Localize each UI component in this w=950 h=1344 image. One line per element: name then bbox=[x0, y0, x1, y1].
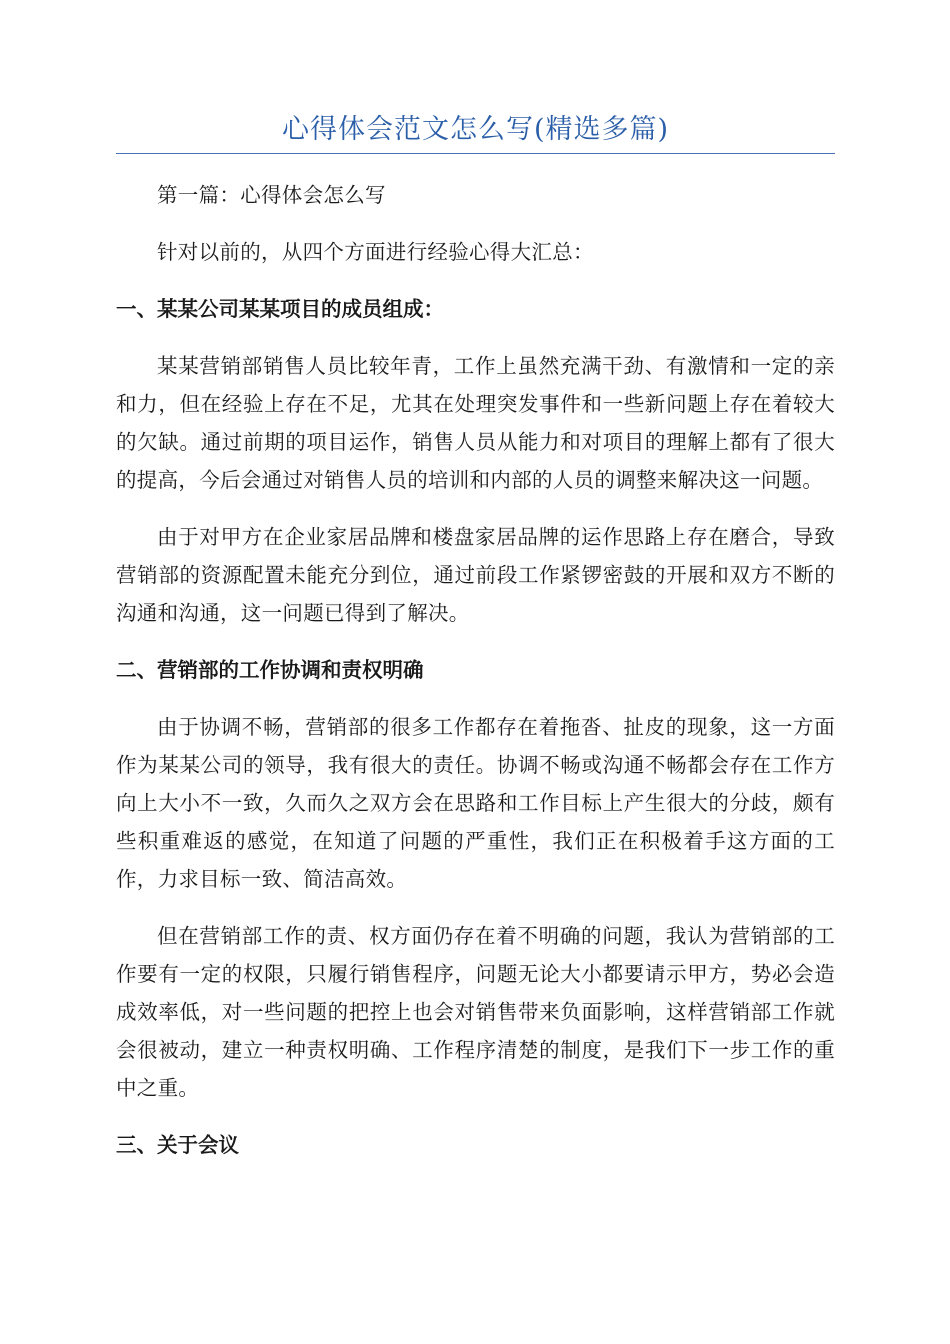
title-underline bbox=[116, 153, 835, 154]
chapter-heading: 第一篇：心得体会怎么写 bbox=[157, 183, 386, 207]
intro-paragraph: 针对以前的，从四个方面进行经验心得大汇总： bbox=[157, 240, 594, 264]
section-heading-2: 二、营销部的工作协调和责权明确 bbox=[116, 658, 424, 682]
section-heading-3: 三、关于会议 bbox=[116, 1133, 239, 1157]
paragraph: 由于对甲方在企业家居品牌和楼盘家居品牌的运作思路上存在磨合，导致营销部的资源配置未能充分到位，通过前段工作紧锣密鼓的开展和双方不断的沟通和沟通，这一问题已得到了解决。 bbox=[116, 525, 835, 625]
paragraph: 由于协调不畅，营销部的很多工作都存在着拖沓、扯皮的现象，这一方面作为某某公司的领导，我有很大的责任。协调不畅或沟通不畅都会存在工作方向上大小不一致，久而久之双方会在思路和工作目标上产生很大的分歧，颇有些积重难返的感觉，在知道了问题的严重性，我们正在积极着手这方面的工作，力求目标一致、简洁高效。 bbox=[116, 715, 835, 891]
document-title: 心得体会范文怎么写(精选多篇) bbox=[281, 114, 670, 145]
section-heading-1: 一、某某公司某某项目的成员组成： bbox=[116, 297, 444, 321]
paragraph: 但在营销部工作的责、权方面仍存在着不明确的问题，我认为营销部的工作要有一定的权限，只履行销售程序，问题无论大小都要请示甲方，势必会造成效率低，对一些问题的把控上也会对销售带来负面影响，这样营销部工作就会很被动，建立一种责权明确、工作程序清楚的制度，是我们下一步工作的重中之重。 bbox=[116, 924, 835, 1100]
paragraph: 某某营销部销售人员比较年青，工作上虽然充满干劲、有激情和一定的亲和力，但在经验上存在不足，尤其在处理突发事件和一些新问题上存在着较大的欠缺。通过前期的项目运作，销售人员从能力和对项目的理解上都有了很大的提高，今后会通过对销售人员的培训和内部的人员的调整来解决这一问题。 bbox=[116, 354, 835, 492]
document-body bbox=[116, 176, 835, 1183]
